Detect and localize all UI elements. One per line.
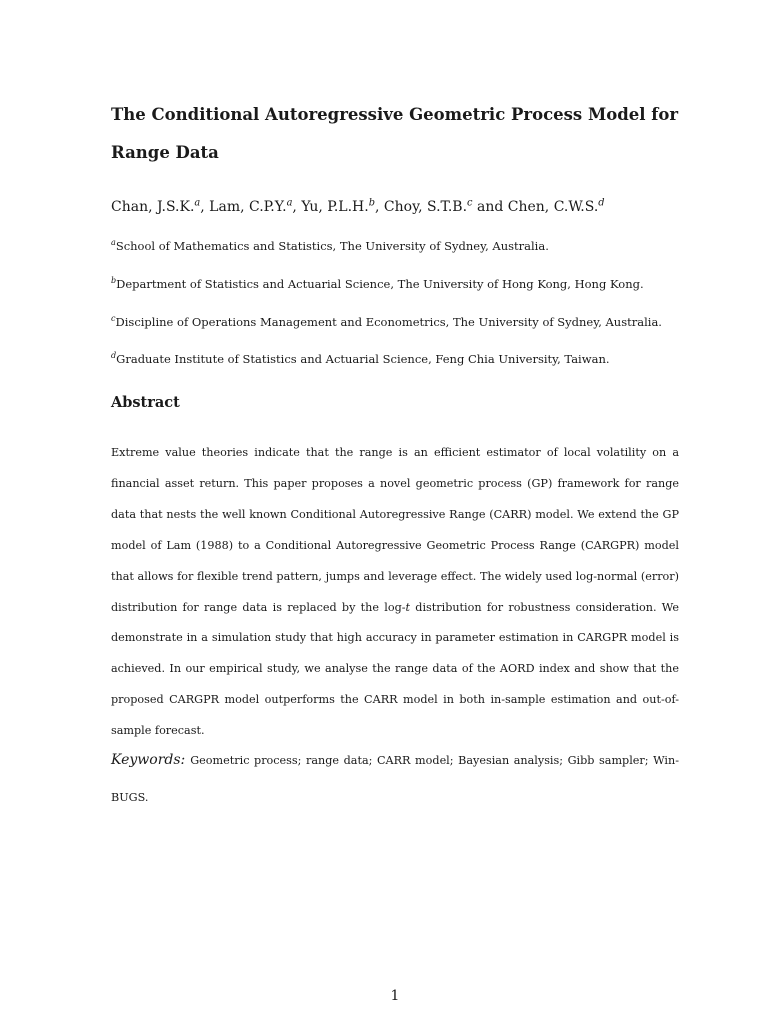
author-1: Chan, J.S.K.$^a$, xyxy=(111,197,210,215)
affiliation-d: $^d$Graduate Institute of Statistics and Actuarial Science, Feng Chia University, Taiwan. xyxy=(111,351,610,366)
affiliation-b: $^b$Department of Statistics and Actuarial Science, The University of Hong Kong, Hong Kong. xyxy=(111,276,644,291)
paper-title: The Conditional Autoregressive Geometric Process Model for Range Data xyxy=(111,105,679,162)
abstract-heading: Abstract xyxy=(111,394,180,411)
author-4: Choy, S.T.B.$^c$ and xyxy=(383,197,508,215)
author-2: Lam, C.P.Y.$^a$, xyxy=(209,197,302,215)
page-number: 1 xyxy=(390,988,400,1004)
affiliation-a: $^a$School of Mathematics and Statistics, The University of Sydney, Australia. xyxy=(111,238,549,253)
author-5: Chen, C.W.S.$^d$ xyxy=(507,197,605,215)
abstract-body: Extreme value theories indicate that the range is an efficient estimator of local volatility on a financial asset return. This paper proposes a novel geometric process (GP) framework for range data that nests the well known Conditional Autoregressive Range (CARR) model. We extend the GP model of Lam (1988) to a Conditional Autoregressive Geometric Process Range (CARGPR) model that allows for flexible trend pattern, jumps and leverage effect. The widely used log-normal (error) distribution for range data is replaced by the log-t distribution for robustness consideration. We demonstrate in a simulation study that high accuracy in parameter estimation in CARGPR model is achieved. In our empirical study, we analyse the range data of the AORD index and show that the proposed CARGPR model outperforms the CARR model in both in-sample estimation and out-of-sample forecast. xyxy=(111,446,679,738)
keywords-text: Geometric process; range data; CARR model; Bayesian analysis; Gibb sampler; Win-BUGS. xyxy=(111,754,679,804)
keywords-label: Keywords: xyxy=(111,752,186,768)
paper-page xyxy=(111,0,679,1024)
author-list xyxy=(111,196,679,218)
author-3: Yu, P.L.H.$^b$, xyxy=(301,197,384,215)
affiliation-c: $^c$Discipline of Operations Management and Econometrics, The University of Sydney, Australia. xyxy=(111,314,662,329)
keywords xyxy=(111,742,679,816)
